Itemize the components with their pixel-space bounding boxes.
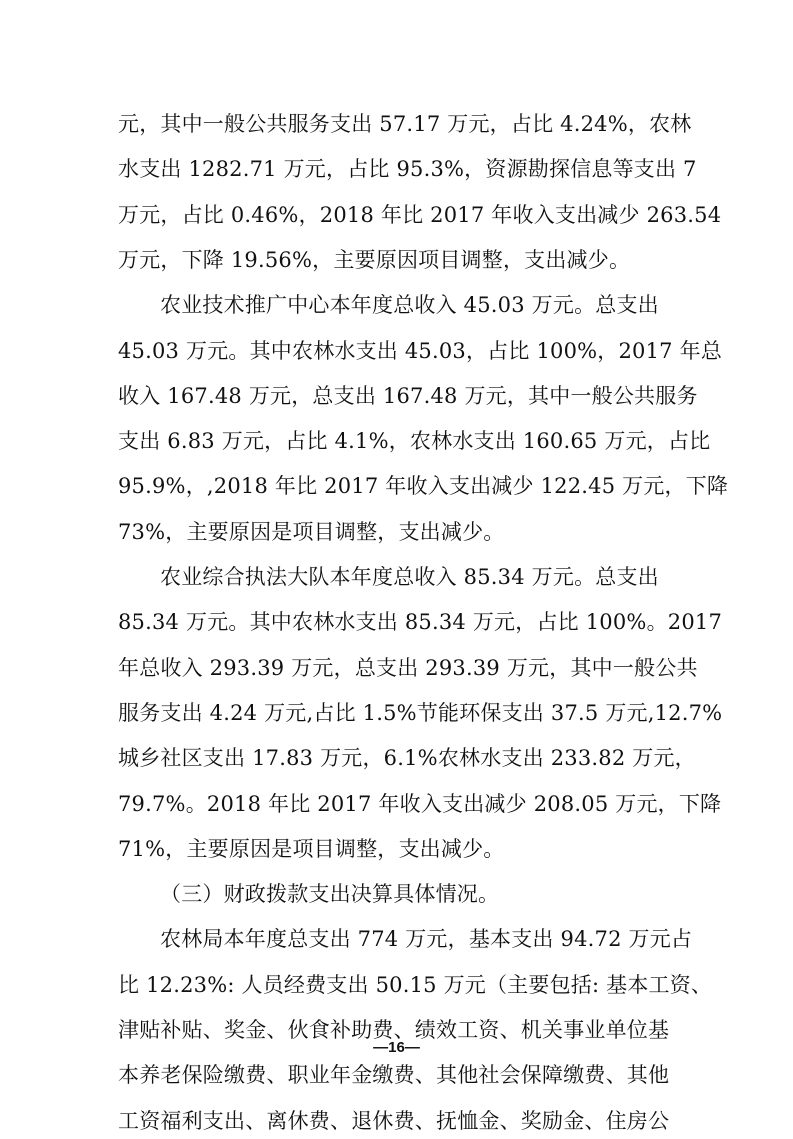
text-line: 年总收入 293.39 万元，总支出 293.39 万元，其中一般公共 [118, 656, 698, 680]
text-line: 服务支出 4.24 万元,占比 1.5%节能环保支出 37.5 万元,12.7% [118, 701, 723, 725]
text-line: 79.7%。2018 年比 2017 年收入支出减少 208.05 万元，下降 [118, 792, 722, 816]
text-line: 农业技术推广中心本年度总收入 45.03 万元。总支出 [160, 293, 659, 317]
text-line: 73%，主要原因是项目调整，支出减少。 [118, 520, 505, 544]
text-line: 万元，占比 0.46%，2018 年比 2017 年收入支出减少 263.54 [118, 203, 722, 227]
text-line: 农林局本年度总支出 774 万元，基本支出 94.72 万元占 [160, 927, 693, 951]
text-line: 城乡社区支出 17.83 万元，6.1%农林水支出 233.82 万元， [118, 746, 696, 770]
text-line: 95.9%，,2018 年比 2017 年收入支出减少 122.45 万元，下降 [118, 474, 729, 498]
text-line: 水支出 1282.71 万元，占比 95.3%，资源勘探信息等支出 7 [118, 157, 697, 181]
text-line: 比 12.23%: 人员经费支出 50.15 万元（主要包括: 基本工资、 [118, 973, 713, 997]
text-line: 85.34 万元。其中农林水支出 85.34 万元，占比 100%。2017 [118, 610, 723, 634]
text-line: 45.03 万元。其中农林水支出 45.03，占比 100%，2017 年总 [118, 339, 723, 363]
text-line: 收入 167.48 万元，总支出 167.48 万元，其中一般公共服务 [118, 384, 698, 408]
text-line: 津贴补贴、奖金、伙食补助费、绩效工资、机关事业单位基 [118, 1018, 670, 1042]
text-line: 元，其中一般公共服务支出 57.17 万元，占比 4.24%，农林 [118, 112, 692, 136]
text-line: 支出 6.83 万元，占比 4.1%，农林水支出 160.65 万元，占比 [118, 429, 711, 453]
text-line: 71%，主要原因是项目调整，支出减少。 [118, 837, 505, 861]
text-line: 工资福利支出、离休费、退休费、抚恤金、奖励金、住房公 [118, 1109, 670, 1133]
page-number: —16— [373, 1039, 420, 1056]
text-line: 农业综合执法大队本年度总收入 85.34 万元。总支出 [160, 565, 659, 589]
text-line: 本养老保险缴费、职业年金缴费、其他社会保障缴费、其他 [118, 1063, 670, 1087]
text-line: 万元，下降 19.56%，主要原因项目调整，支出减少。 [118, 248, 631, 272]
section-heading: （三）财政拨款支出决算具体情况。 [160, 882, 500, 906]
